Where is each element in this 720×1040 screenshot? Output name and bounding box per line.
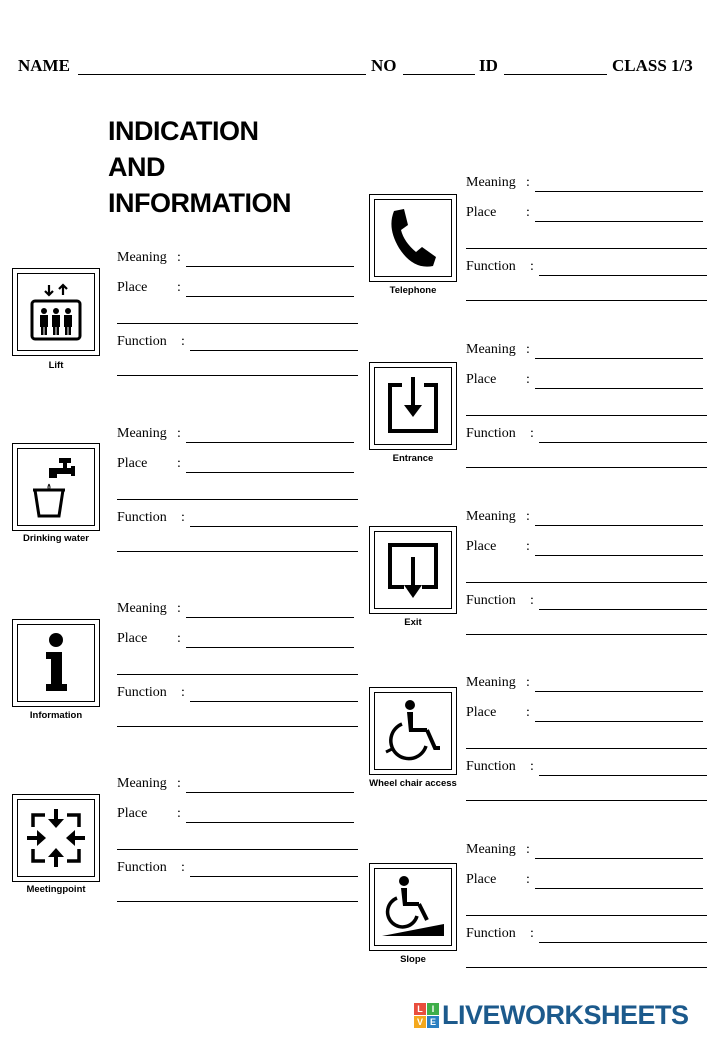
meaning-label: Meaning (117, 776, 167, 791)
information-icon (23, 630, 89, 696)
place-answer-line-2[interactable] (466, 748, 707, 749)
colon: : (181, 685, 185, 700)
function-label: Function (117, 334, 167, 349)
sign-exit (369, 526, 457, 614)
meaning-answer-line[interactable] (186, 442, 354, 443)
function-label: Function (117, 510, 167, 525)
function-label: Function (117, 685, 167, 700)
function-answer-line[interactable] (190, 876, 358, 877)
sign-wheelchair-access (369, 687, 457, 775)
caption-lift: Lift (48, 360, 64, 371)
place-label: Place (466, 539, 497, 554)
function-answer-line[interactable] (190, 701, 358, 702)
function-answer-line[interactable] (539, 442, 707, 443)
function-answer-line[interactable] (539, 275, 707, 276)
answer-block-lift (117, 250, 362, 380)
colon: : (526, 705, 530, 720)
function-answer-line-2[interactable] (466, 300, 707, 301)
meeting-point-icon (23, 805, 89, 871)
place-answer-line-2[interactable] (466, 582, 707, 583)
sign-telephone (369, 194, 457, 282)
title-line-1: INDICATION (108, 116, 259, 146)
place-label: Place (466, 872, 497, 887)
caption-meeting-point: Meetingpoint (26, 884, 86, 895)
place-answer-line[interactable] (186, 472, 354, 473)
place-answer-line[interactable] (186, 647, 354, 648)
sign-information (12, 619, 100, 707)
answer-block-drinking-water (117, 426, 362, 556)
function-label: Function (466, 426, 516, 441)
place-answer-line-2[interactable] (117, 849, 358, 850)
caption-entrance: Entrance (392, 453, 434, 464)
answer-block-slope (466, 842, 711, 972)
caption-telephone: Telephone (389, 285, 437, 296)
colon: : (181, 860, 185, 875)
sign-drinking-water (12, 443, 100, 531)
function-answer-line-2[interactable] (117, 901, 358, 902)
meaning-label: Meaning (117, 426, 167, 441)
place-answer-line-2[interactable] (117, 674, 358, 675)
meaning-answer-line[interactable] (186, 617, 354, 618)
place-label: Place (466, 372, 497, 387)
sign-entrance (369, 362, 457, 450)
colon: : (526, 675, 530, 690)
place-answer-line[interactable] (186, 822, 354, 823)
telephone-icon (380, 205, 446, 271)
place-answer-line-2[interactable] (466, 415, 707, 416)
sign-lift (12, 268, 100, 356)
place-label: Place (117, 280, 148, 295)
answer-block-telephone (466, 175, 711, 305)
drinking-water-icon (23, 454, 89, 520)
function-label: Function (466, 259, 516, 274)
answer-block-wheelchair-access (466, 675, 711, 805)
function-answer-line-2[interactable] (466, 634, 707, 635)
function-answer-line-2[interactable] (466, 800, 707, 801)
logo-letter-i: I (427, 1003, 439, 1015)
meaning-answer-line[interactable] (186, 266, 354, 267)
answer-block-entrance (466, 342, 711, 472)
function-answer-line-2[interactable] (466, 467, 707, 468)
colon: : (526, 342, 530, 357)
place-label: Place (117, 806, 148, 821)
id-label: ID (479, 56, 498, 75)
colon: : (526, 509, 530, 524)
place-answer-line[interactable] (186, 296, 354, 297)
entrance-icon (380, 373, 446, 439)
function-label: Function (466, 759, 516, 774)
place-answer-line-2[interactable] (466, 248, 707, 249)
function-answer-line-2[interactable] (117, 375, 358, 376)
colon: : (177, 776, 181, 791)
place-label: Place (466, 705, 497, 720)
function-answer-line-2[interactable] (466, 967, 707, 968)
meaning-label: Meaning (117, 250, 167, 265)
id-field[interactable] (504, 74, 607, 75)
caption-information: Information (29, 710, 83, 721)
colon: : (530, 426, 534, 441)
place-answer-line[interactable] (535, 388, 703, 389)
place-answer-line[interactable] (535, 221, 703, 222)
meaning-label: Meaning (117, 601, 167, 616)
answer-block-meeting-point (117, 776, 362, 906)
sign-meeting-point (12, 794, 100, 882)
class-label: CLASS 1/3 (612, 56, 693, 75)
caption-exit: Exit (404, 617, 422, 628)
place-answer-line-2[interactable] (466, 915, 707, 916)
place-answer-line-2[interactable] (117, 499, 358, 500)
sign-slope (369, 863, 457, 951)
page-title (108, 113, 291, 221)
colon: : (526, 539, 530, 554)
no-field[interactable] (403, 74, 475, 75)
colon: : (526, 872, 530, 887)
colon: : (177, 806, 181, 821)
function-answer-line[interactable] (539, 775, 707, 776)
meaning-label: Meaning (466, 342, 516, 357)
meaning-answer-line[interactable] (535, 525, 703, 526)
logo-letter-l: L (414, 1003, 426, 1015)
colon: : (530, 593, 534, 608)
name-label: NAME (18, 56, 70, 75)
meaning-answer-line[interactable] (186, 792, 354, 793)
title-line-2: AND (108, 152, 165, 182)
place-label: Place (466, 205, 497, 220)
logo-letter-e: E (427, 1016, 439, 1028)
name-field[interactable] (78, 74, 366, 75)
caption-slope: Slope (400, 954, 426, 965)
function-answer-line[interactable] (190, 350, 358, 351)
caption-drinking-water: Drinking water (23, 533, 89, 544)
colon: : (530, 259, 534, 274)
lift-icon (23, 279, 89, 345)
meaning-answer-line[interactable] (535, 858, 703, 859)
meaning-label: Meaning (466, 675, 516, 690)
function-answer-line-2[interactable] (117, 726, 358, 727)
meaning-label: Meaning (466, 842, 516, 857)
function-label: Function (117, 860, 167, 875)
function-answer-line[interactable] (190, 526, 358, 527)
colon: : (526, 842, 530, 857)
answer-block-exit (466, 509, 711, 639)
meaning-answer-line[interactable] (535, 191, 703, 192)
no-label: NO (371, 56, 397, 75)
brand-text: LIVEWORKSHEETS (442, 999, 689, 1030)
live-logo-icon (414, 1003, 439, 1028)
logo-letter-v: V (414, 1016, 426, 1028)
place-label: Place (117, 456, 148, 471)
caption-wheelchair-access: Wheel chair access (369, 778, 457, 789)
meaning-label: Meaning (466, 509, 516, 524)
meaning-answer-line[interactable] (535, 691, 703, 692)
title-line-3: INFORMATION (108, 188, 291, 218)
colon: : (177, 280, 181, 295)
colon: : (526, 205, 530, 220)
wheelchair-icon (380, 698, 446, 764)
function-answer-line-2[interactable] (117, 551, 358, 552)
colon: : (177, 631, 181, 646)
colon: : (530, 759, 534, 774)
colon: : (181, 334, 185, 349)
place-answer-line[interactable] (535, 888, 703, 889)
function-label: Function (466, 926, 516, 941)
place-answer-line-2[interactable] (117, 323, 358, 324)
colon: : (526, 175, 530, 190)
place-label: Place (117, 631, 148, 646)
place-answer-line[interactable] (535, 721, 703, 722)
function-answer-line[interactable] (539, 942, 707, 943)
place-answer-line[interactable] (535, 555, 703, 556)
colon: : (177, 601, 181, 616)
liveworksheets-logo[interactable] (414, 1000, 689, 1030)
colon: : (530, 926, 534, 941)
colon: : (177, 250, 181, 265)
meaning-label: Meaning (466, 175, 516, 190)
colon: : (177, 456, 181, 471)
meaning-answer-line[interactable] (535, 358, 703, 359)
colon: : (177, 426, 181, 441)
slope-icon (380, 874, 446, 940)
function-label: Function (466, 593, 516, 608)
colon: : (526, 372, 530, 387)
exit-icon (380, 537, 446, 603)
function-answer-line[interactable] (539, 609, 707, 610)
answer-block-information (117, 601, 362, 731)
colon: : (181, 510, 185, 525)
